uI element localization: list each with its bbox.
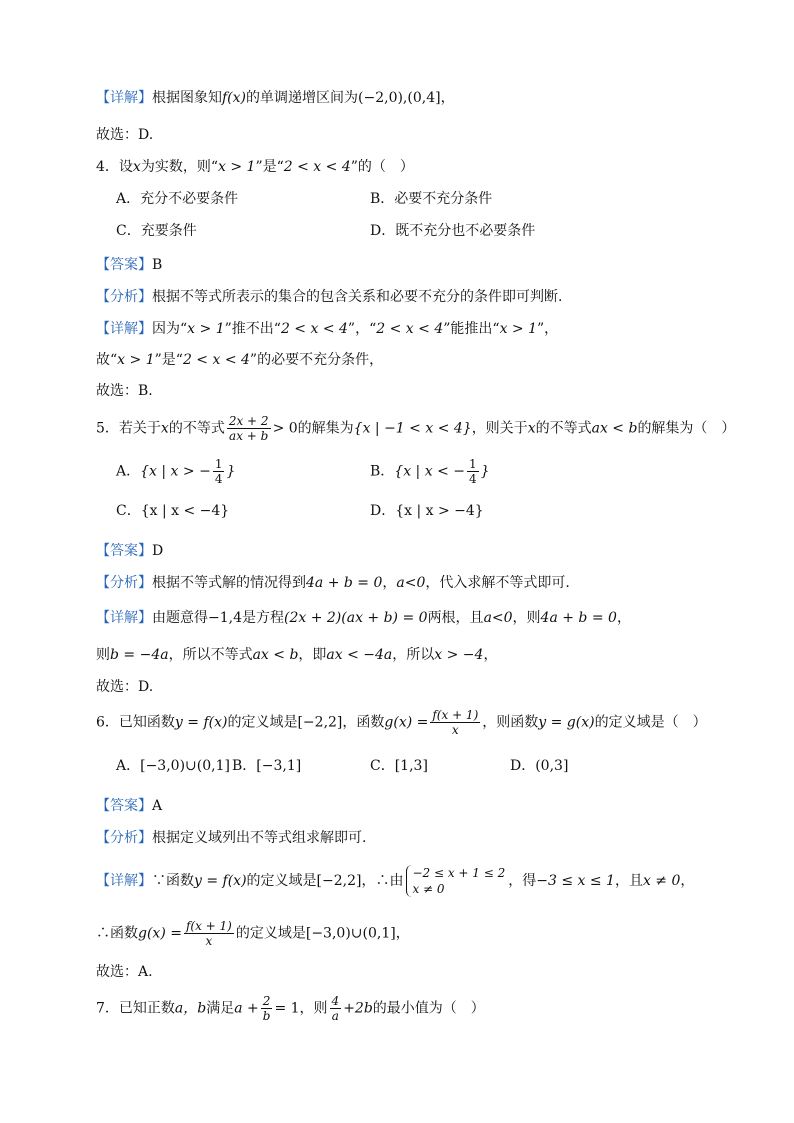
- q3-choice: 故选：D.: [96, 127, 154, 143]
- q6-option-b: B．[−3,1]: [232, 758, 302, 774]
- q7-stem: 7．已知正数a，b满足a + $\frac{2}{b}$ = 1，则 $\frac{4}{a}$ +2b的最小值为（ ）: [96, 994, 485, 1023]
- q4-detail-2: 故“x > 1”是“2 < x < 4”的必要不充分条件，: [96, 352, 384, 368]
- q5-option-c: C．{x | x < −4}: [116, 503, 230, 519]
- q6-answer: 【答案】A: [96, 798, 163, 814]
- q4-answer: 【答案】B: [96, 257, 163, 273]
- q3-detail-line: 【详解】根据图象知f(x)的单调递增区间为(−2,0),(0,4]，: [96, 90, 455, 106]
- q5-option-a: A．{x | x > − $\frac{1}{4}$ }: [116, 457, 236, 486]
- q5-option-b: B．{x | x < − $\frac{1}{4}$ }: [370, 457, 490, 486]
- q5-analysis: 【分析】根据不等式解的情况得到4a + b = 0，a<0，代入求解不等式即可.: [96, 575, 570, 591]
- q5-detail-1: 【详解】由题意得−1,4是方程(2x + 2)(ax + b) = 0两根，且a<0，则4a + b = 0，: [96, 610, 631, 626]
- q6-detail-1: 【详解】∵函数y = f(x)的定义域是[−2,2]，∴由 −2 ≤ x + 1 ≤ 2 x ≠ 0 ，得−3 ≤ x ≤ 1，且x ≠ 0，: [96, 866, 695, 896]
- q5-option-d: D．{x | x > −4}: [370, 503, 484, 519]
- q5-answer: 【答案】D: [96, 543, 164, 559]
- detail-tag: 【详解】: [96, 90, 152, 106]
- q4-analysis: 【分析】根据不等式所表示的集合的包含关系和必要不充分的条件即可判断.: [96, 289, 563, 305]
- q5-detail-2: 则b = −4a，所以不等式ax < b，即ax < −4a，所以x > −4，: [96, 647, 498, 663]
- q4-option-c: C．充要条件: [116, 223, 197, 239]
- q6-analysis: 【分析】根据定义域列出不等式组求解即可.: [96, 830, 367, 846]
- q4-option-b: B．必要不充分条件: [370, 191, 493, 207]
- q5-stem: 5．若关于x的不等式 $\frac{2x + 2}{ax + b}$ > 0的解集为{x | −1 < x < 4}，则关于x的不等式ax < b的解集为（ ）: [96, 414, 736, 443]
- q6-detail-2: ∴函数g(x) = $\frac{f(x + 1)}{x}$ 的定义域是[−3,0)∪(0,1]，: [96, 919, 410, 948]
- q5-fraction: $\frac{2x + 2}{ax + b}$: [228, 414, 269, 443]
- q6-choice: 故选：A.: [96, 964, 153, 980]
- q4-stem: 4．设x为实数，则“x > 1”是“2 < x < 4”的（ ）: [96, 159, 414, 175]
- q5-choice: 故选：D.: [96, 679, 154, 695]
- q4-detail-1: 【详解】因为“x > 1”推不出“2 < x < 4”，“2 < x < 4”能推出“x > 1”，: [96, 321, 559, 337]
- q4-option-d: D．既不充分也不必要条件: [370, 223, 536, 239]
- q6-stem: 6．已知函数y = f(x)的定义域是[−2,2]，函数g(x) = $\frac{f(x + 1)}{x}$ ，则函数y = g(x)的定义域是（ ）: [96, 708, 707, 737]
- q6-option-d: D．(0,3]: [510, 758, 569, 774]
- q4-choice: 故选：B.: [96, 383, 153, 399]
- inequality-system: −2 ≤ x + 1 ≤ 2 x ≠ 0: [406, 865, 505, 897]
- q4-option-a: A．充分不必要条件: [116, 191, 239, 207]
- q6-option-c: C．[1,3]: [370, 758, 428, 774]
- q6-option-a: A．[−3,0)∪(0,1]: [116, 758, 230, 774]
